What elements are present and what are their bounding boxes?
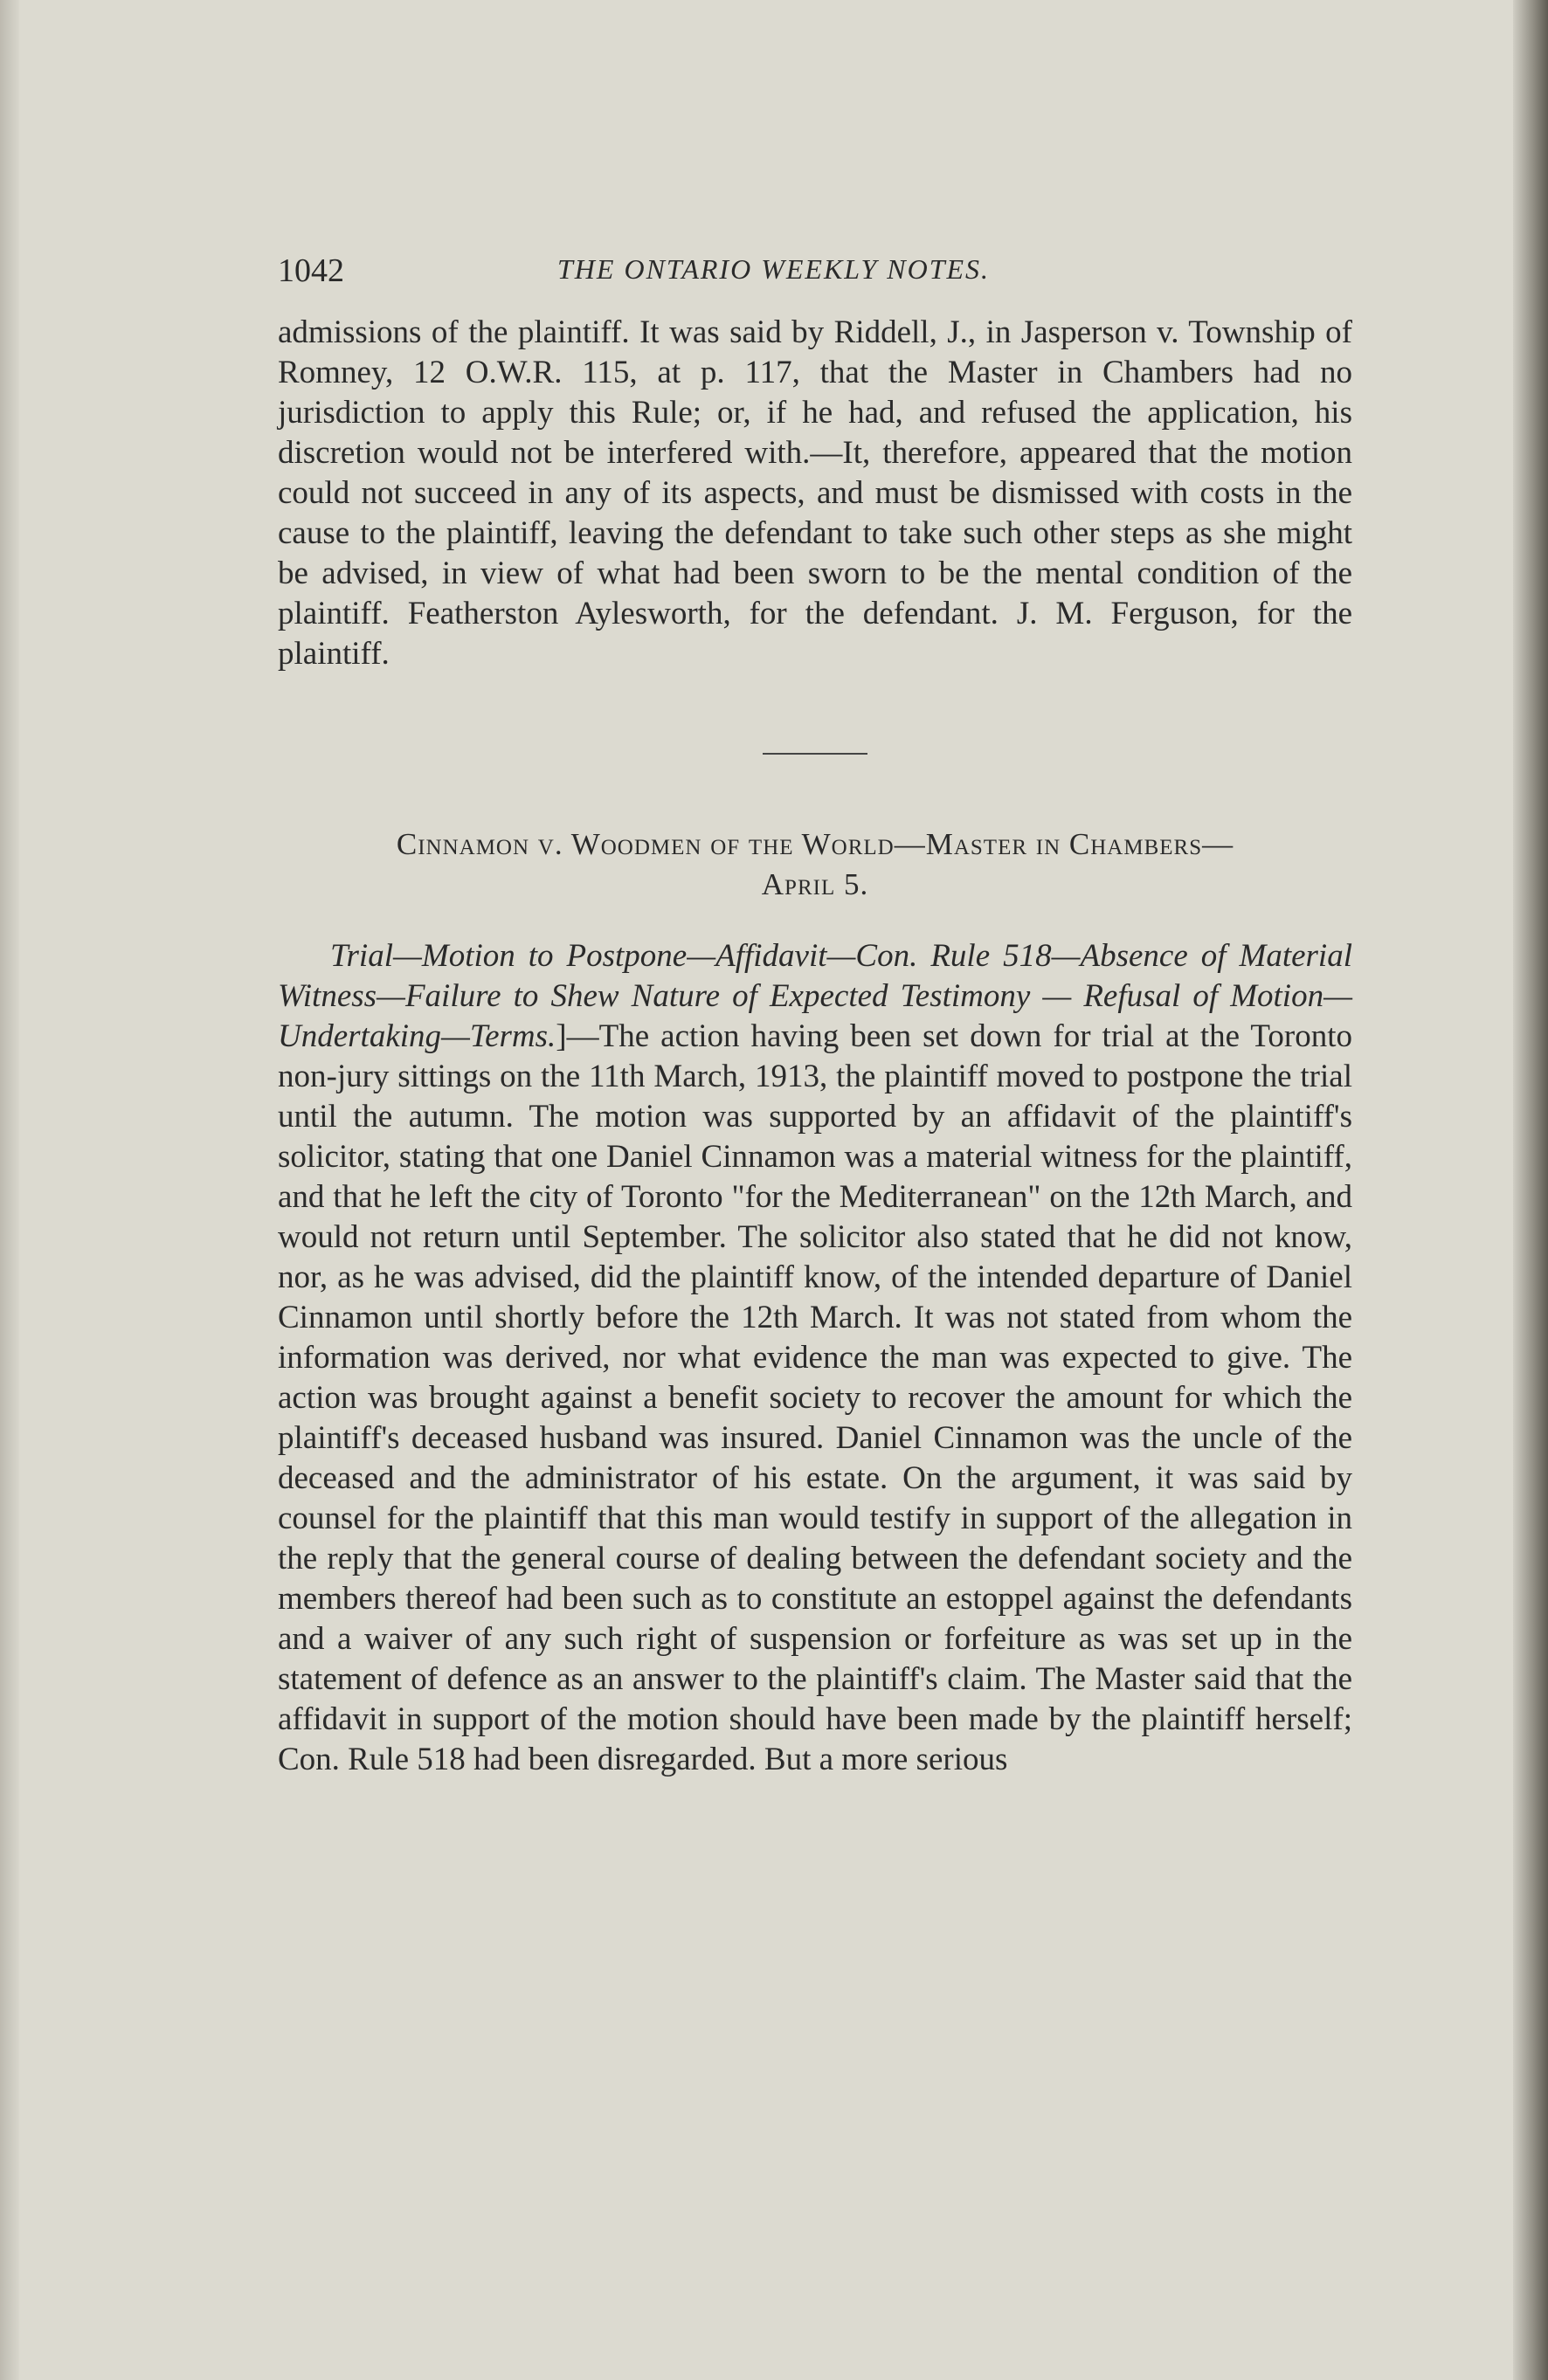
section-divider — [763, 753, 867, 755]
case-headnote: Trial—Motion to Postpone—Affidavit—Con. Rule 518—Absence of Material Witness—Failure to Shew Nature of Expected Testimony — Refusal of Motion—Undertaking—Terms. — [278, 938, 1352, 1054]
page-edge-left — [0, 0, 19, 2380]
case-heading-date: April 5. — [761, 867, 869, 901]
page-binding-edge — [1513, 0, 1548, 2380]
journal-title: THE ONTARIO WEEKLY NOTES. — [557, 253, 991, 285]
running-head — [278, 245, 1352, 297]
case-body: ]—The action having been set down for trial at the Toronto non-jury sittings on the 11th March, 1913, the plaintiff moved to postpone the trial until the autumn. The motion was supported by an affidavit of the plaintiff's solicitor, stating that one Daniel Cinnamon was a material witness for the plaintiff, and that he left the city of Toronto "for the Mediterranean" on the 12th March, and would not return until September. The solicitor also stated that he did not know, nor, as he was advised, did the plaintiff know, of the intended departure of Daniel Cinnamon until shortly before the 12th March. It was not stated from whom the information was derived, nor what evidence the man was expected to give. The action was brought against a benefit society to recover the amount for which the plaintiff's deceased husband was insured. Daniel Cinnamon was the uncle of the deceased and the administrator of his estate. On the argument, it was said by counsel for the plaintiff that this man would testify in support of the allegation in the reply that the general course of dealing between the defendant society and the members thereof had been such as to constitute an estoppel against the defendants and a waiver of any such right of suspension or forfeiture as was set up in the statement of defence as an answer to the plaintiff's claim. The Master said that the affidavit in support of the motion should have been made by the plaintiff herself; Con. Rule 518 had been disregarded. But a more serious — [278, 1018, 1352, 1777]
case-heading — [278, 824, 1352, 905]
page-number: 1042 — [278, 252, 344, 289]
case-paragraph — [278, 936, 1352, 1780]
continued-paragraph: admissions of the plaintiff. It was said by Riddell, J., in Jasperson v. Township of Romney, 12 O.W.R. 115, at p. 117, that the Master in Chambers had no jurisdiction to apply this Rule; or, if he had, and refused the application, his discretion would not be interfered with.—It, therefore, appeared that the motion could not succeed in any of its aspects, and must be dismissed with costs in the cause to the plaintiff, leaving the defendant to take such other steps as she might be advised, in view of what had been sworn to be the mental condition of the plaintiff. Featherston Aylesworth, for the defendant. J. M. Ferguson, for the plaintiff. — [278, 314, 1352, 672]
book-page — [278, 245, 1352, 1780]
case-heading-title: Cinnamon v. Woodmen of the World—Master in Chambers— — [396, 827, 1234, 861]
